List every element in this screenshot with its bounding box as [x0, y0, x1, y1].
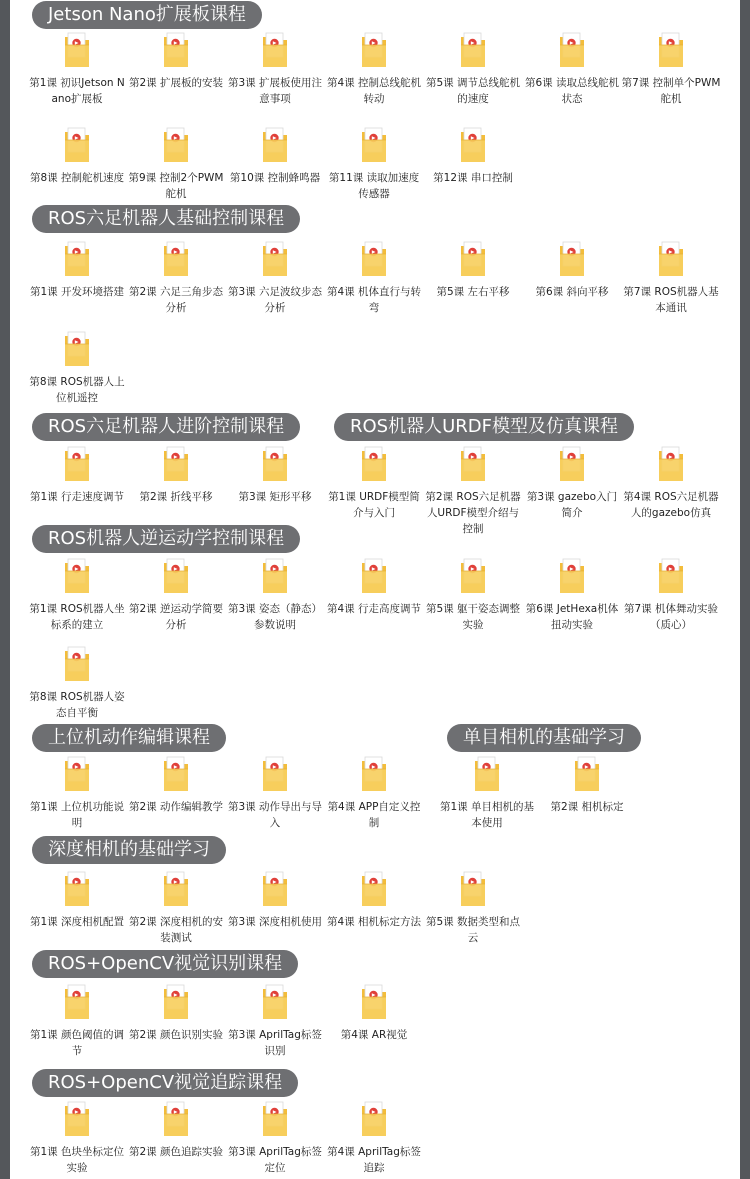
lesson-label: 第2课 颜色追踪实验: [128, 1146, 224, 1158]
lesson-label: 第7课 机体舞动实验（质心）: [623, 603, 719, 631]
pdf-folder-icon: [360, 1100, 388, 1138]
lesson-label: 第4课 AR视觉: [340, 1029, 408, 1041]
pdf-folder-icon: [657, 445, 685, 483]
pdf-folder-icon: [657, 240, 685, 278]
pdf-folder-icon: [63, 126, 91, 164]
pdf-folder-icon: [558, 31, 586, 69]
lesson-label: 第12课 串口控制: [433, 172, 513, 184]
pdf-folder-icon: [63, 31, 91, 69]
lesson-label: 第4课 相机标定方法: [326, 916, 422, 928]
lesson-label: 第7课 控制单个PWM舵机: [621, 77, 721, 105]
lesson-label: 第3课 动作导出与导入: [227, 801, 323, 829]
lesson-label: 第6课 JetHexa机体扭动实验: [525, 603, 619, 631]
section-title: ROS六足机器人进阶控制课程: [32, 413, 300, 441]
section-title: ROS机器人URDF模型及仿真课程: [334, 413, 634, 441]
lesson-label: 第3课 AprilTag标签识别: [228, 1029, 322, 1057]
pdf-folder-icon: [573, 755, 601, 793]
pdf-folder-icon: [657, 31, 685, 69]
lesson-label: 第6课 斜向平移: [535, 286, 609, 298]
pdf-folder-icon: [63, 557, 91, 595]
lesson-label: 第1课 深度相机配置: [29, 916, 125, 928]
lesson-label: 第2课 深度相机的安装测试: [128, 916, 224, 944]
lesson-label: 第3课 六足波纹步态分析: [227, 286, 323, 314]
lesson-label: 第2课 逆运动学简要分析: [128, 603, 224, 631]
pdf-folder-icon: [261, 31, 289, 69]
section-title: ROS+OpenCV视觉追踪课程: [32, 1069, 298, 1097]
lesson-label: 第4课 APP自定义控制: [327, 801, 421, 829]
lesson-label: 第3课 矩形平移: [238, 491, 312, 503]
pdf-folder-icon: [558, 240, 586, 278]
lesson-label: 第1课 初识Jetson Nano扩展板: [29, 77, 125, 105]
pdf-folder-icon: [360, 983, 388, 1021]
pdf-folder-icon: [459, 870, 487, 908]
section-title: 深度相机的基础学习: [32, 836, 226, 864]
lesson-label: 第1课 颜色阈值的调节: [29, 1029, 125, 1057]
section-title: Jetson Nano扩展板课程: [32, 1, 262, 29]
lesson-label: 第8课 ROS机器人姿态自平衡: [29, 691, 125, 719]
pdf-folder-icon: [162, 755, 190, 793]
lesson-label: 第3课 深度相机使用: [227, 916, 323, 928]
pdf-folder-icon: [63, 1100, 91, 1138]
lesson-label: 第2课 颜色识别实验: [128, 1029, 224, 1041]
pdf-folder-icon: [261, 1100, 289, 1138]
lesson-label: 第10课 控制蜂鸣器: [229, 172, 321, 184]
lesson-label: 第1课 色块坐标定位实验: [29, 1146, 125, 1174]
lesson-label: 第2课 六足三角步态分析: [128, 286, 224, 314]
section-title: 上位机动作编辑课程: [32, 724, 226, 752]
pdf-folder-icon: [657, 557, 685, 595]
lesson-label: 第7课 ROS机器人基本通讯: [623, 286, 719, 314]
lesson-label: 第1课 URDF模型简介与入门: [328, 491, 420, 519]
pdf-folder-icon: [473, 755, 501, 793]
lesson-label: 第3课 姿态（静态）参数说明: [227, 603, 323, 631]
lesson-label: 第4课 ROS六足机器人的gazebo仿真: [623, 491, 719, 519]
pdf-folder-icon: [162, 557, 190, 595]
lesson-label: 第2课 折线平移: [139, 491, 213, 503]
pdf-folder-icon: [261, 557, 289, 595]
lesson-label: 第2课 动作编辑教学: [128, 801, 224, 813]
pdf-folder-icon: [63, 983, 91, 1021]
pdf-folder-icon: [63, 870, 91, 908]
pdf-folder-icon: [162, 126, 190, 164]
lesson-label: 第5课 调节总线舵机的速度: [425, 77, 521, 105]
lesson-label: 第4课 控制总线舵机转动: [326, 77, 422, 105]
lesson-label: 第8课 控制舵机速度: [29, 172, 125, 184]
lesson-label: 第5课 左右平移: [436, 286, 510, 298]
pdf-folder-icon: [63, 240, 91, 278]
pdf-folder-icon: [162, 1100, 190, 1138]
section-title: ROS+OpenCV视觉识别课程: [32, 950, 298, 978]
pdf-folder-icon: [459, 445, 487, 483]
pdf-folder-icon: [63, 445, 91, 483]
section-title: 单目相机的基础学习: [447, 724, 641, 752]
pdf-folder-icon: [459, 240, 487, 278]
pdf-folder-icon: [162, 445, 190, 483]
lesson-label: 第3课 扩展板使用注意事项: [227, 77, 323, 105]
lesson-label: 第1课 开发环境搭建: [29, 286, 125, 298]
lesson-label: 第8课 ROS机器人上位机遥控: [29, 376, 125, 404]
pdf-folder-icon: [162, 240, 190, 278]
lesson-label: 第1课 单目相机的基本使用: [439, 801, 535, 829]
pdf-folder-icon: [261, 983, 289, 1021]
pdf-folder-icon: [63, 645, 91, 683]
pdf-folder-icon: [360, 445, 388, 483]
pdf-folder-icon: [162, 31, 190, 69]
pdf-folder-icon: [261, 240, 289, 278]
pdf-folder-icon: [63, 755, 91, 793]
lesson-label: 第3课 AprilTag标签定位: [228, 1146, 322, 1174]
pdf-folder-icon: [558, 557, 586, 595]
lesson-label: 第11课 读取加速度传感器: [328, 172, 420, 200]
pdf-folder-icon: [360, 240, 388, 278]
pdf-folder-icon: [360, 870, 388, 908]
pdf-folder-icon: [360, 126, 388, 164]
pdf-folder-icon: [261, 445, 289, 483]
pdf-folder-icon: [459, 126, 487, 164]
pdf-folder-icon: [162, 983, 190, 1021]
lesson-label: 第4课 行走高度调节: [326, 603, 422, 615]
section-title: ROS六足机器人基础控制课程: [32, 205, 300, 233]
lesson-label: 第3课 gazebo入门简介: [526, 491, 618, 519]
lesson-label: 第5课 躯干姿态调整实验: [425, 603, 521, 631]
lesson-label: 第4课 AprilTag标签追踪: [327, 1146, 421, 1174]
lesson-label: 第9课 控制2个PWM舵机: [128, 172, 224, 200]
pdf-folder-icon: [360, 31, 388, 69]
pdf-folder-icon: [63, 330, 91, 368]
lesson-label: 第5课 数据类型和点云: [425, 916, 521, 944]
lesson-label: 第1课 行走速度调节: [29, 491, 125, 503]
pdf-folder-icon: [360, 557, 388, 595]
pdf-folder-icon: [261, 755, 289, 793]
pdf-folder-icon: [558, 445, 586, 483]
pdf-folder-icon: [162, 870, 190, 908]
lesson-label: 第2课 扩展板的安装: [128, 77, 224, 89]
lesson-label: 第2课 ROS六足机器人URDF模型介绍与控制: [425, 491, 521, 535]
pdf-folder-icon: [360, 755, 388, 793]
section-title: ROS机器人逆运动学控制课程: [32, 525, 300, 553]
pdf-folder-icon: [459, 557, 487, 595]
lesson-label: 第6课 读取总线舵机状态: [524, 77, 620, 105]
lesson-label: 第1课 上位机功能说明: [29, 801, 125, 829]
lesson-label: 第1课 ROS机器人坐标系的建立: [29, 603, 125, 631]
pdf-folder-icon: [261, 870, 289, 908]
pdf-folder-icon: [459, 31, 487, 69]
lesson-label: 第2课 相机标定: [550, 801, 624, 813]
pdf-folder-icon: [261, 126, 289, 164]
lesson-label: 第4课 机体直行与转弯: [326, 286, 422, 314]
